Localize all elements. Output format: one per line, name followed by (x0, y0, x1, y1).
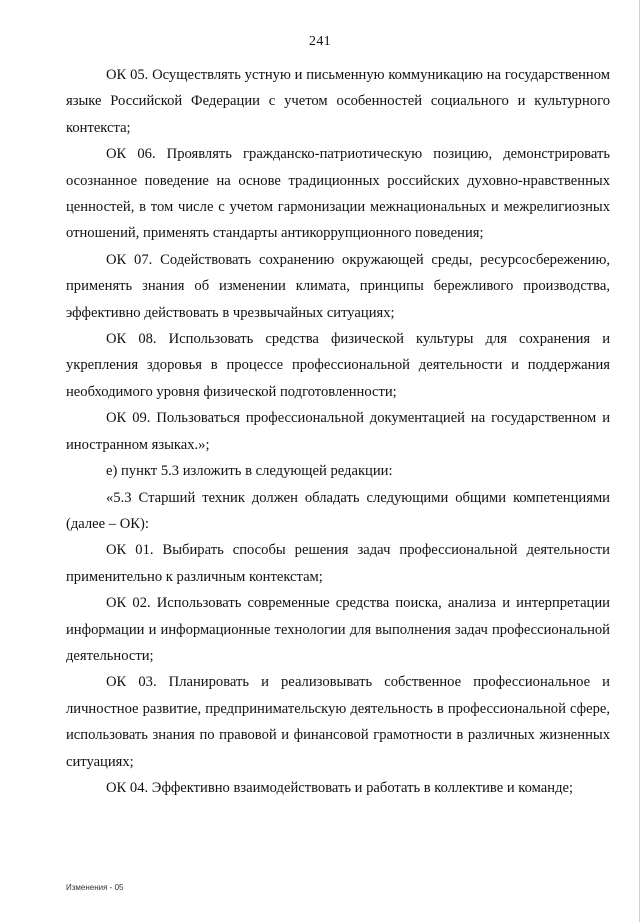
paragraph-ok-04: ОК 04. Эффективно взаимодействовать и работать в коллективе и команде; (106, 779, 574, 796)
paragraph-ok-09: ОК 09. Пользоваться профессиональной документацией на государственном и иностранном языках.»; (66, 410, 610, 453)
paragraph-ok-07: ОК 07. Содействовать сохранению окружающей среды, ресурсосбережению, применять знания об изменении климата, принципы бережливого производства, эффективно действовать в чрезвычайных ситуациях; (66, 251, 610, 321)
paragraph-section-5-3: «5.3 Старший техник должен обладать следующими общими компетенциями (далее – ОК): (66, 489, 610, 532)
paragraph-ok-01: ОК 01. Выбирать способы решения задач профессиональной деятельности применительно к различным контекстам; (66, 542, 610, 585)
paragraph-item-e: е) пункт 5.3 изложить в следующей редакции: (106, 463, 393, 480)
paragraph-ok-05: ОК 05. Осуществлять устную и письменную коммуникацию на государственном языке Российской Федерации с учетом особенностей социального и культурного контекста; (66, 67, 610, 136)
paragraph-ok-03: ОК 03. Планировать и реализовывать собственное профессиональное и личностное развитие, предпринимательскую деятельность в профессиональной сфере, использовать знания по правовой и финансовой грамотности в различных жизненных ситуациях; (66, 674, 610, 770)
page-number: 241 (309, 34, 331, 49)
paragraph-ok-08: ОК 08. Использовать средства физической культуры для сохранения и укрепления здоровья в процессе профессиональной деятельности и поддержания необходимого уровня физической подготовленности; (66, 331, 610, 400)
paragraph-ok-06: ОК 06. Проявлять гражданско-патриотическую позицию, демонстрировать осознанное поведение на основе традиционных российских духовно-нравственных ценностей, в том числе с учетом гармонизации межнациональных и межрелигиозных отношений, применять стандарты антикоррупционного поведения; (66, 146, 610, 242)
document-body (66, 62, 610, 801)
paragraph-ok-02: ОК 02. Использовать современные средства поиска, анализа и интерпретации информации и информационные технологии для выполнения задач профессиональной деятельности; (66, 595, 610, 664)
footer-revision-label: Изменения - 05 (66, 883, 124, 892)
